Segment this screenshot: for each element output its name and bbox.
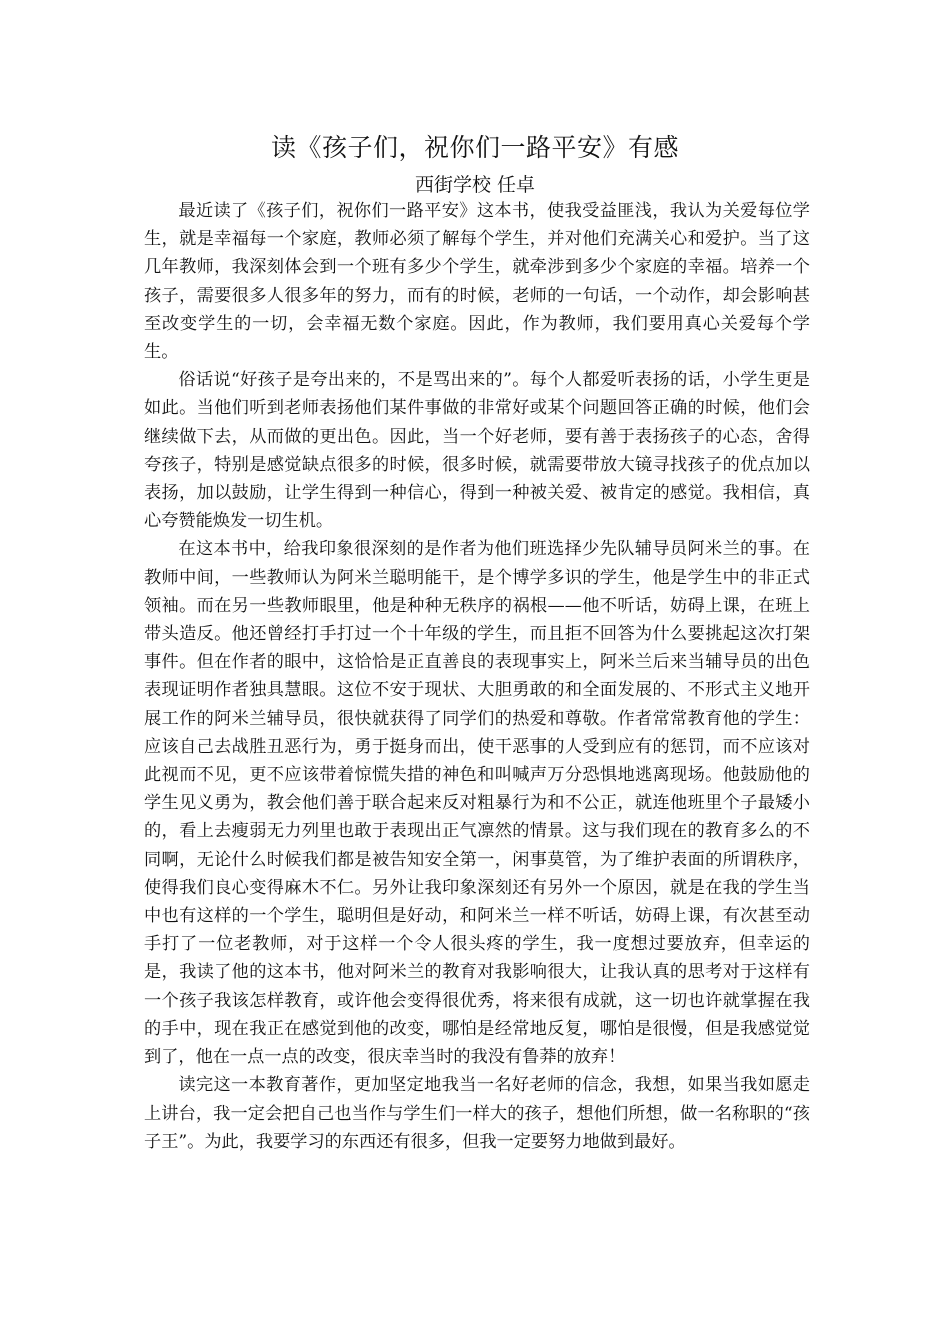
- document-title: 读《孩子们，祝你们一路平安》有感: [270, 133, 679, 162]
- paragraph-2: 俗话说“好孩子是夸出来的，不是骂出来的”。每个人都爱听表扬的话，小学生更是如此。当他们听到老师表扬他们某件事做的非常好或某个问题回答正确的时候，他们会继续做下去，从而做的更出色。因此，当一个好老师，要有善于表扬孩子的心态，舍得夸孩子，特别是感觉缺点很多的时候，很多时候，就需要带放大镜寻找孩子的优点加以表扬，加以鼓励，让学生得到一种信心，得到一种被关爱、被肯定的感觉。我相信，真心夸赞能焕发一切生机。: [144, 370, 810, 532]
- document-body: [144, 197, 810, 1156]
- paragraph-1: 最近读了《孩子们，祝你们一路平安》这本书，使我受益匪浅，我认为关爱每位学生，就是幸福每一个家庭，教师必须了解每个学生，并对他们充满关心和爱护。当了这几年教师，我深刻体会到一个班有多少个学生，就牵涉到多少个家庭的幸福。培养一个孩子，需要很多人很多年的努力，而有的时候，老师的一句话，一个动作，却会影响甚至改变学生的一切，会幸福无数个家庭。因此，作为教师，我们要用真心关爱每个学生。: [144, 201, 810, 363]
- paragraph-3: 在这本书中，给我印象很深刻的是作者为他们班选择少先队辅导员阿米兰的事。在教师中间，一些教师认为阿米兰聪明能干，是个博学多识的学生，他是学生中的非正式领袖。而在另一些教师眼里，他是种种无秩序的祸根——他不听话，妨碍上课，在班上带头造反。他还曾经打手打过一个十年级的学生，而且拒不回答为什么要挑起这次打架事件。但在作者的眼中，这恰恰是正直善良的表现事实上，阿米兰后来当辅导员的出色表现证明作者独具慧眼。这位不安于现状、大胆勇敢的和全面发展的、不形式主义地开展工作的阿米兰辅导员，很快就获得了同学们的热爱和尊敬。作者常常教育他的学生：应该自己去战胜丑恶行为，勇于挺身而出，使干恶事的人受到应有的惩罚，而不应该对此视而不见，更不应该带着惊慌失措的神色和叫喊声万分恐惧地逃离现场。他鼓励他的学生见义勇为，教会他们善于联合起来反对粗暴行为和不公正，就连他班里个子最矮小的，看上去瘦弱无力列里也敢于表现出正气凛然的情景。这与我们现在的教育多么的不同啊，无论什么时候我们都是被告知安全第一，闲事莫管，为了维护表面的所谓秩序，使得我们良心变得麻木不仁。另外让我印象深刻还有另外一个原因，就是在我的学生当中也有这样的一个学生，聪明但是好动，和阿米兰一样不听话，妨碍上课，有次甚至动手打了一位老教师，对于这样一个令人很头疼的学生，我一度想过要放弃，但幸运的是，我读了他的这本书，他对阿米兰的教育对我影响很大，让我认真的思考对于这样有一个孩子我该怎样教育，或许他会变得很优秀，将来很有成就，这一切也许就掌握在我的手中，现在我正在感觉到他的改变，哪怕是经常地反复，哪怕是很慢，但是我感觉觉到了，他在一点一点的改变，很庆幸当时的我没有鲁莽的放弃！: [144, 539, 810, 1068]
- paragraph-4: 读完这一本教育著作，更加坚定地我当一名好老师的信念，我想，如果当我如愿走上讲台，我一定会把自己也当作与学生们一样大的孩子，想他们所想，做一名称职的“孩子王”。为此，我要学习的东西还有很多，但我一定要努力地做到最好。: [144, 1075, 810, 1152]
- document-author: 西街学校 任卓: [414, 174, 536, 196]
